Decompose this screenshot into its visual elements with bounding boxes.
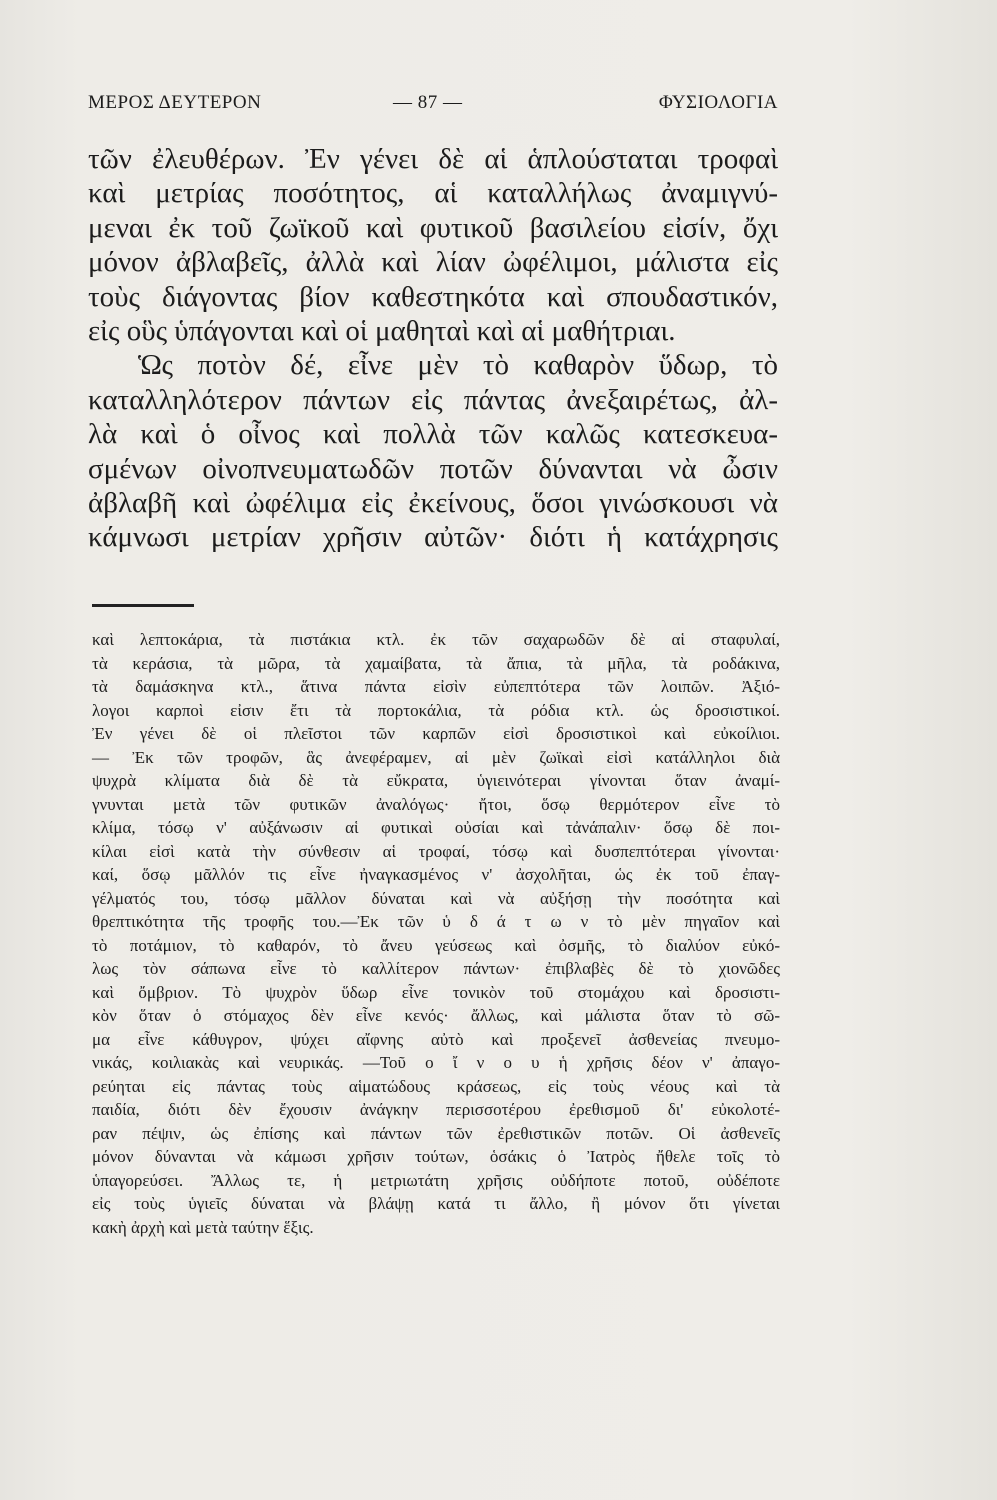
text-line: τοὺς διάγοντας βίον καθεστηκότα καὶ σπουδαστικόν, [88, 280, 778, 313]
header-chapter-title: ΦΥΣΙΟΛΟΓΙΑ [658, 92, 778, 113]
note-line: εἰς τοὺς ὑγιεῖς δύναται νὰ βλάψῃ κατά τι ἄλλο, ἢ μόνον ὅτι γίνεται [92, 1194, 780, 1213]
note-line: λως τὸν σάπωνα εἶνε τὸ καλλίτερον πάντων· ἐπιβλαβὲς δὲ τὸ χιονῶδες [92, 959, 780, 978]
note-line: θρεπτικότητα τῆς τροφῆς του.—Ἐκ τῶν ὑ δ ά τ ω ν τὸ μὲν πηγαῖον καὶ [92, 912, 780, 931]
note-line: ψυχρὰ κλίματα διὰ δὲ τὰ εὔκρατα, ὑγιεινότεραι γίνονται ὅταν ἀναμί- [92, 771, 780, 790]
text-line: τῶν ἐλευθέρων. Ἐν γένει δὲ αἱ ἁπλούσταται τροφαὶ [88, 143, 778, 175]
note-line: γνυνται μετὰ τῶν φυτικῶν ἀναλόγως· ἤτοι, ὅσῳ θερμότερον εἶνε τὸ [92, 794, 780, 814]
note-line: κίλαι εἰσὶ κατὰ τὴν σύνθεσιν αἱ τροφαί, τόσῳ καὶ δυσπεπτότεραι γίνονται· [92, 841, 780, 861]
note-line: κὸν ὅταν ὁ στόμαχος δὲν εἶνε κενός· ἄλλως, καὶ μάλιστα ὅταν τὸ σῶ- [92, 1006, 780, 1025]
note-line: κακὴ ἀρχὴ καὶ μετὰ ταύτην ἕξις. [92, 1217, 314, 1237]
main-text [88, 142, 778, 555]
note-line: παιδία, διότι δὲν ἔχουσιν ἀνάγκην περισσοτέρου ἐρεθισμοῦ δι' εὐκολοτέ- [92, 1100, 780, 1119]
text-line: σμένων οἰνοπνευματωδῶν ποτῶν δύνανται νὰ ὦσιν [88, 452, 778, 485]
note-line: καὶ ὄμβριον. Τὸ ψυχρὸν ὕδωρ εἶνε τονικὸν τοῦ στομάχου καὶ δροσιστι- [92, 982, 780, 1002]
note-line: καί, ὅσῳ μᾶλλόν τις εἶνε ἠναγκασμένος ν' ἀσχολῆται, ὡς ἐκ τοῦ ἐπαγ- [92, 865, 780, 884]
text-line: μόνον ἀβλαβεῖς, ἀλλὰ καὶ λίαν ὠφέλιμοι, μάλιστα εἰς [88, 246, 778, 279]
text-line: μεναι ἐκ τοῦ ζωϊκοῦ καὶ φυτικοῦ βασιλείου εἰσίν, ὄχι [88, 211, 778, 244]
running-header [88, 92, 778, 122]
text-line: κάμνωσι μετρίαν χρῆσιν αὐτῶν· διότι ἡ κατάχρησις [88, 521, 778, 554]
note-line: Ἐν γένει δὲ οἱ πλεῖστοι τῶν καρπῶν εἰσὶ δροσιστικοὶ καὶ εὐκοίλιοι. [92, 724, 780, 743]
note-line: τὸ ποτάμιον, τὸ καθαρόν, τὸ ἄνευ γεύσεως καὶ ὀσμῆς, τὸ διαλύον εὐκό- [92, 935, 780, 955]
note-line: μόνον δύνανται νὰ κάμωσι χρῆσιν τούτων, ὁσάκις ὁ Ἰατρὸς ἤθελε τοῖς τὸ [92, 1147, 780, 1166]
footnote-text [92, 628, 780, 1239]
text-line: εἰς οὓς ὑπάγονται καὶ οἱ μαθηταὶ καὶ αἱ μαθήτριαι. [88, 314, 676, 347]
text-line: καὶ μετρίας ποσότητος, αἱ καταλλήλως ἀναμιγνύ- [88, 177, 778, 210]
page-number: — 87 — [393, 92, 463, 113]
footnote-separator [92, 604, 194, 607]
text-line: ἀβλαβῆ καὶ ὠφέλιμα εἰς ἐκείνους, ὅσοι γινώσκουσι νὰ [88, 486, 778, 519]
note-line: ρεύηται εἰς πάντας τοὺς αἱματώδους κράσεως, εἰς τοὺς νέους καὶ τὰ [92, 1076, 780, 1096]
note-line: ραν πέψιν, ὡς ἐπίσης καὶ πάντων τῶν ἐρεθιστικῶν ποτῶν. Οἱ ἀσθενεῖς [92, 1123, 780, 1143]
note-line: ὑπαγορεύσει. Ἄλλως τε, ἡ μετριωτάτη χρῆσις οὐδήποτε ποτοῦ, οὐδέποτε [92, 1170, 780, 1190]
text-line: Ὡς ποτὸν δέ, εἶνε μὲν τὸ καθαρὸν ὕδωρ, τὸ [138, 349, 778, 382]
note-line: καὶ λεπτοκάρια, τὰ πιστάκια κτλ. ἐκ τῶν σαχαρωδῶν δὲ αἱ σταφυλαί, [92, 630, 780, 649]
note-line: νικάς, κοιλιακὰς καὶ νευρικάς. —Τοῦ ο ἴ ν ο υ ἡ χρῆσις δέον ν' ἀπαγο- [92, 1053, 780, 1072]
note-line: — Ἐκ τῶν τροφῶν, ἃς ἀνεφέραμεν, αἱ μὲν ζωϊκαὶ εἰσὶ κατάλληλοι διὰ [92, 747, 780, 767]
text-line: καταλληλότερον πάντων εἰς πάντας ἀνεξαιρέτως, ἀλ- [88, 383, 778, 416]
note-line: τὰ δαμάσκηνα κτλ., ἅτινα πάντα εἰσὶν εὐπεπτότερα τῶν λοιπῶν. Ἀξιό- [92, 677, 780, 696]
note-line: μα εἶνε κάθυγρον, ψύχει αἴφνης αὐτὸ καὶ προξενεῖ ἀσθενείας πνευμο- [92, 1029, 780, 1049]
note-line: γέλματός του, τόσῳ μᾶλλον δύναται καὶ νὰ αὐξήσῃ τὴν ποσότητα καὶ [92, 888, 780, 908]
note-line: τὰ κεράσια, τὰ μῶρα, τὰ χαμαίβατα, τὰ ἄπια, τὰ μῆλα, τὰ ροδάκινα, [92, 653, 780, 673]
text-line: λὰ καὶ ὁ οἶνος καὶ πολλὰ τῶν καλῶς κατεσκευα- [88, 418, 778, 451]
note-line: λογοι καρποὶ εἰσιν ἔτι τὰ πορτοκάλια, τὰ ρόδια κτλ. ὡς δροσιστικοί. [92, 700, 780, 720]
header-part-title: ΜΕΡΟΣ ΔΕΥΤΕΡΟΝ [88, 92, 262, 113]
note-line: κλίμα, τόσῳ ν' αὐξάνωσιν αἱ φυτικαὶ οὐσίαι καὶ τἀνάπαλιν· ὅσῳ δὲ ποι- [92, 818, 780, 837]
